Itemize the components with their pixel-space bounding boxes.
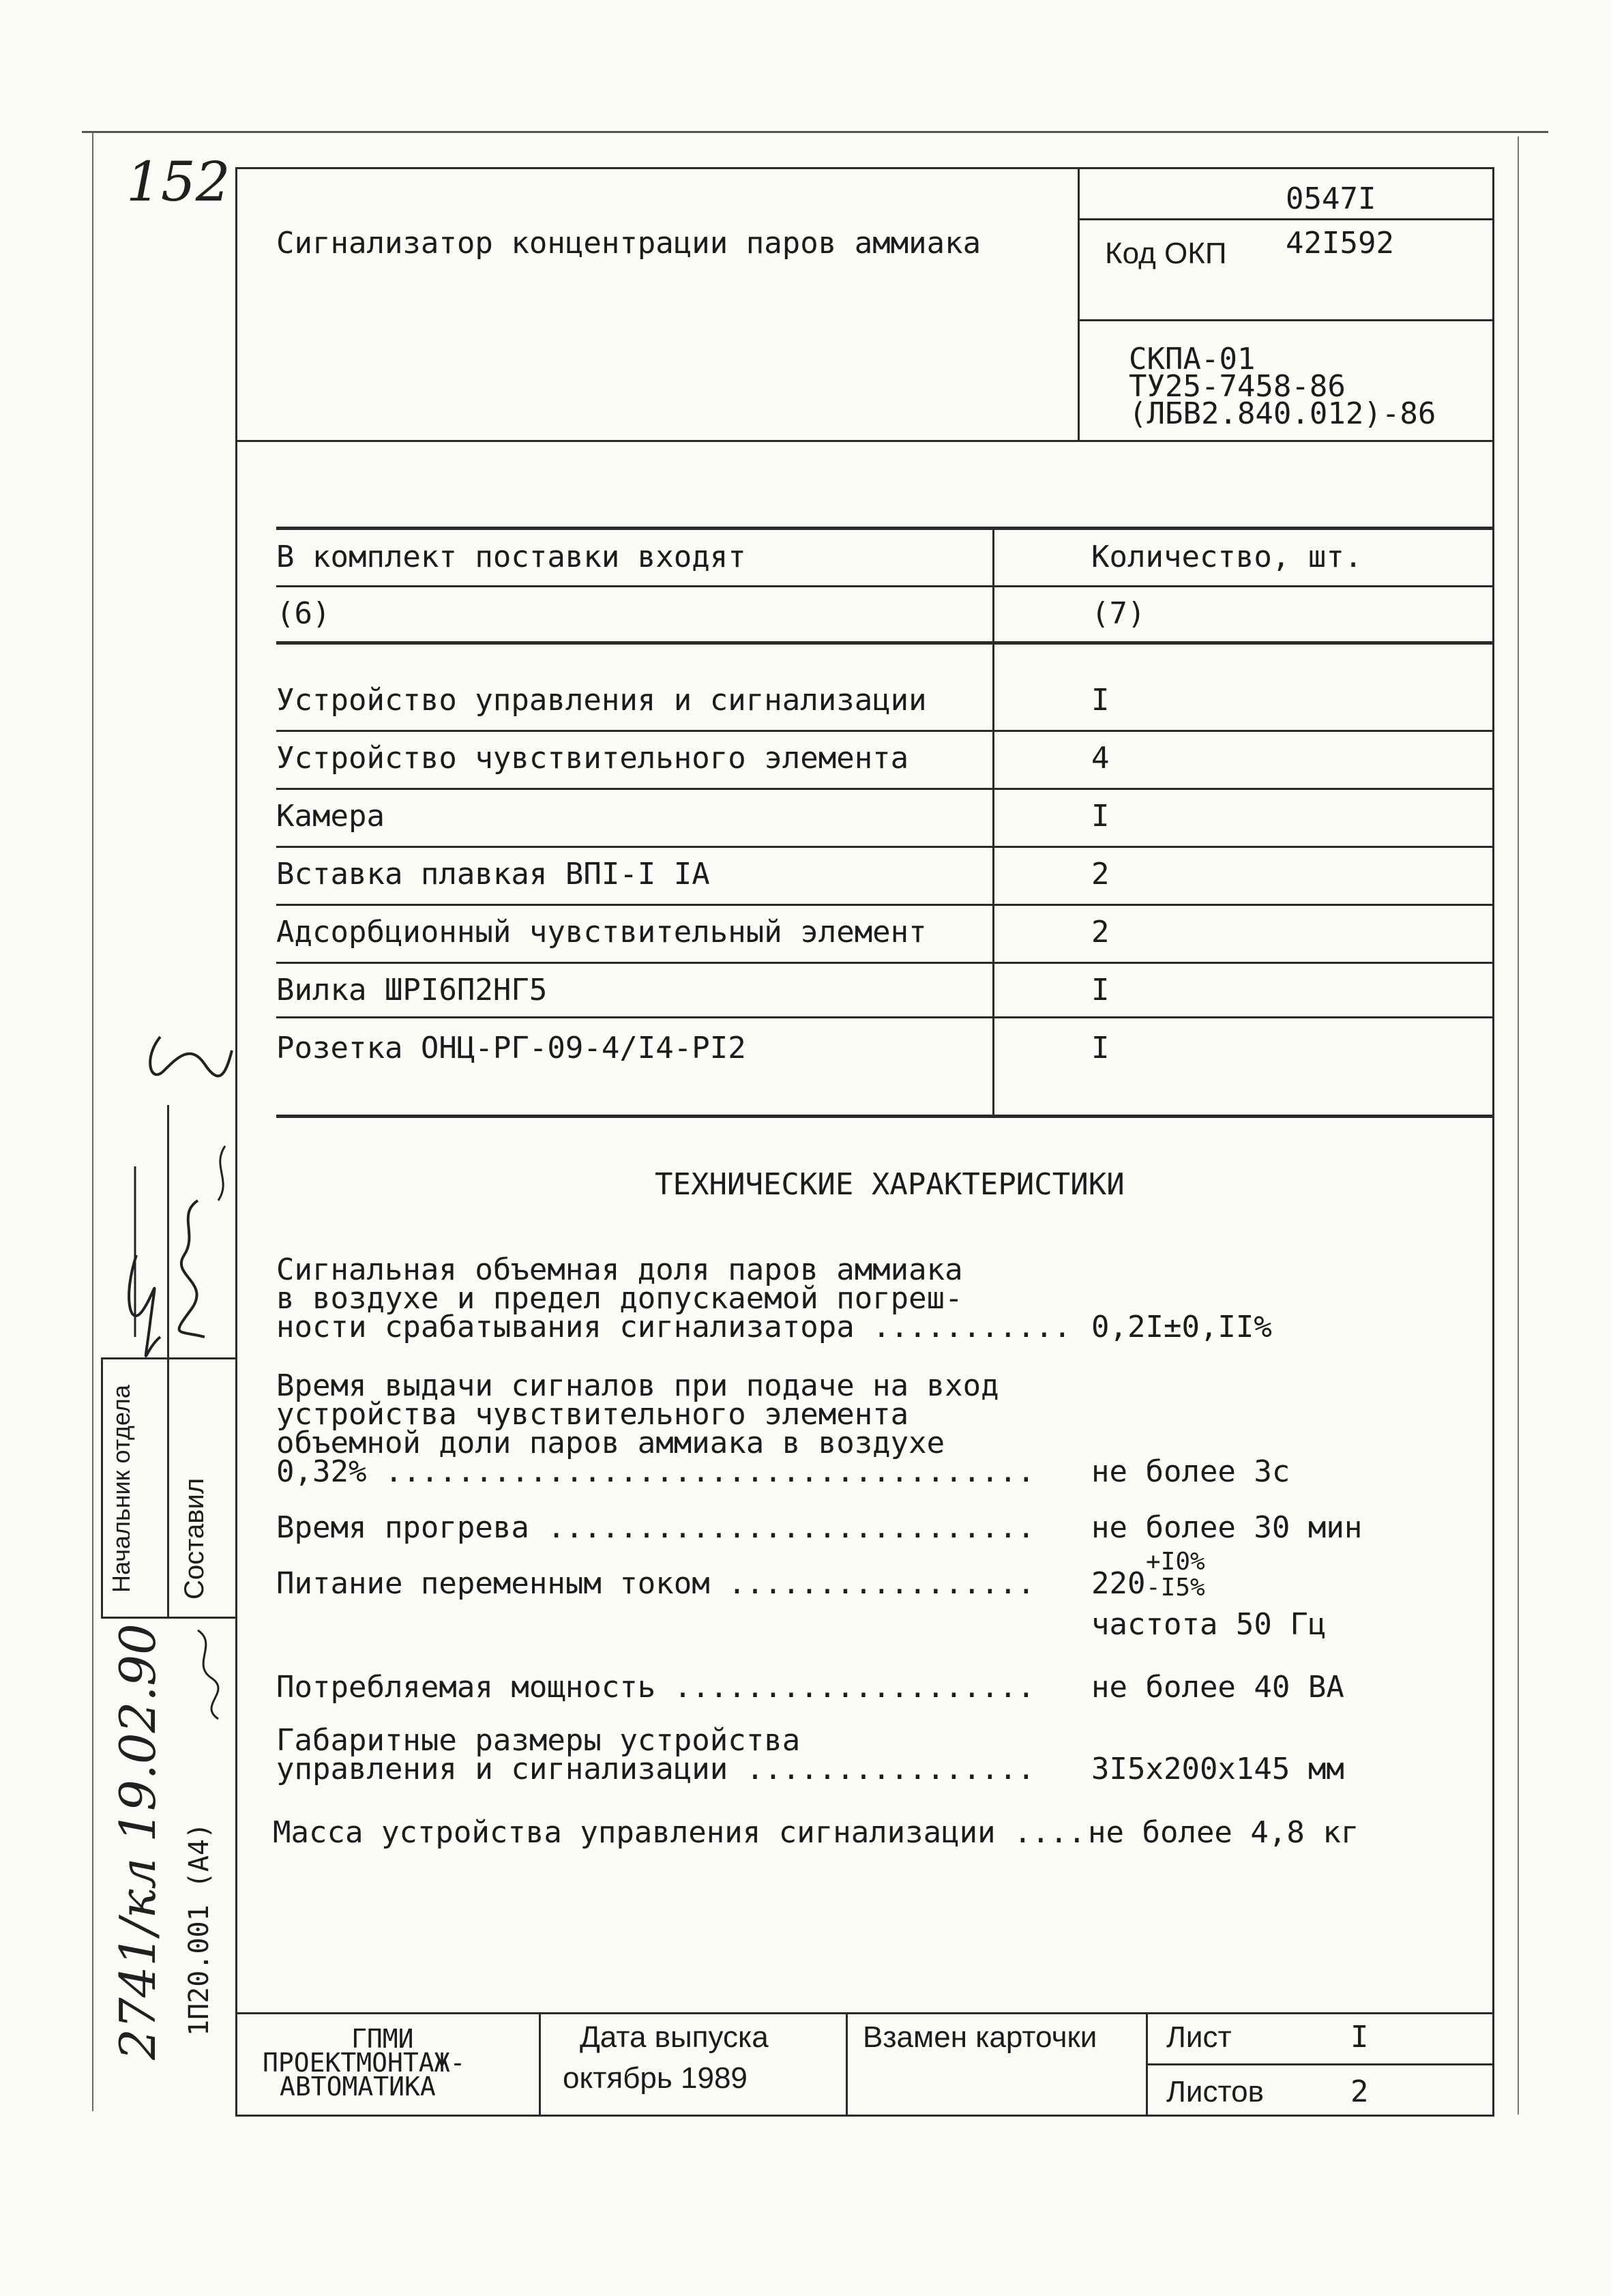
table-row-item: Розетка ОНЦ-РГ-09-4/I4-PI2 [276,1031,746,1065]
table-header-qty: Количество, шт. [1091,540,1363,574]
table-top-rule [276,527,1492,530]
table-row-qty: 4 [1091,741,1110,776]
spec-threshold-line3: ности срабатывания сигнализатора ........... [276,1310,1071,1344]
sheet-label: Лист [1166,2020,1232,2054]
table-row-rule [276,788,1492,790]
table-row-qty: 2 [1091,915,1110,950]
card-bottom-border [235,2115,1494,2117]
spec-dimensions-line2: управления и сигнализации ................ [276,1752,1035,1786]
page-number: 152 [126,150,231,214]
table-row-item: Вставка плавкая ВПI-I IA [276,857,710,892]
header-bottom-border [235,440,1494,442]
spec-consumption-value: не более 40 ВА [1091,1670,1344,1705]
table-row-rule [276,962,1492,964]
spec-response-line2: устройства чувствительного элемента [276,1397,909,1432]
okp-code: 42I592 [1286,226,1394,261]
release-label: Дата выпуска [580,2020,769,2054]
org-line3: АВТОМАТИКА [280,2072,436,2102]
table-column-divider [992,527,994,1115]
spec-power-supply-minus: -I5% [1146,1574,1205,1602]
spec-threshold-line1: Сигнальная объемная доля паров аммиака [276,1252,963,1287]
page-top-edge [82,131,1548,133]
header-code-line [1078,218,1492,220]
stamp-initials [184,1623,232,1733]
spec-power-supply-frequency: частота 50 Гц [1091,1607,1327,1642]
specs-title: ТЕХНИЧЕСКИЕ ХАРАКТЕРИСТИКИ [655,1167,1125,1202]
table-row-qty: I [1091,973,1110,1007]
card-title: Сигнализатор концентрации паров аммиака [276,226,981,261]
card-right-border [1492,167,1494,2117]
table-row-rule [276,846,1492,848]
table-row-qty: I [1091,1031,1110,1065]
spec-power-supply-plus: +I0% [1146,1548,1205,1576]
spec-consumption-line: Потребляемая мощность .................... [276,1670,1035,1705]
page-left-edge [92,133,93,2111]
strip-bottom-line [101,1617,237,1619]
table-index-items: (6) [276,596,331,631]
spec-dimensions-line1: Габаритные размеры устройства [276,1723,801,1758]
model-name: СКПА-01 [1129,342,1256,377]
table-row-item: Адсорбционный чувствительный элемент [276,915,927,950]
footer-divider-2 [846,2012,848,2115]
spec-mass-line: Масса устройства управления сигнализации .... [273,1815,1087,1850]
spec-power-supply-line: Питание переменным током ................. [276,1566,1035,1601]
spec-threshold-line2: в воздухе и предел допускаемой погреш- [276,1281,963,1316]
head-of-department-label: Начальник отдела [107,1385,135,1593]
table-row-item: Вилка ШРI6П2НГ5 [276,973,548,1007]
table-header-items: В комплект поставки входят [276,540,746,574]
table-row-item: Устройство чувствительного элемента [276,741,909,776]
compiled-by-label: Составил [179,1477,209,1600]
spec-warmup-value: не более 30 мин [1091,1510,1363,1545]
footer-sheet-line [1146,2063,1492,2065]
okp-label: Код ОКП [1105,237,1227,270]
table-index-qty: (7) [1091,596,1146,631]
footer-divider-1 [539,2012,541,2115]
table-row-item: Устройство управления и сигнализации [276,683,927,718]
table-row-rule [276,904,1492,906]
spec-dimensions-value: 3I5x200x145 мм [1091,1752,1344,1786]
spec-warmup-line: Время прогрева ........................... [276,1510,1035,1545]
spec-response-line4: 0,32% .................................... [276,1454,1035,1489]
header-divider [1078,167,1080,440]
card-top-border [235,167,1494,169]
table-row-qty: I [1091,683,1110,718]
signature-scribbles [95,1010,246,1432]
org-line1: ГПМИ [351,2024,414,2054]
table-row-rule [276,730,1492,732]
model-drawing: (ЛБВ2.840.012)-86 [1129,396,1436,431]
table-header-rule [276,585,1492,587]
spec-response-value: не более 3с [1091,1454,1290,1489]
table-bottom-rule [276,1115,1492,1118]
replace-label: Взамен карточки [863,2020,1097,2054]
table-row-qty: 2 [1091,857,1110,892]
model-spec: ТУ25-7458-86 [1129,369,1346,404]
header-okp-line [1078,319,1492,321]
handwritten-registration: 2741/кл 19.02.90 [109,1623,166,2060]
release-value: октябрь 1989 [563,2061,748,2095]
table-row-item: Камера [276,799,385,834]
page-right-edge [1518,136,1519,2115]
form-code: 1П20.001 (А4) [183,1822,215,2036]
org-line2: ПРОЕКТМОНТАЖ- [263,2048,466,2078]
spec-response-line1: Время выдачи сигналов при подаче на вход [276,1368,999,1403]
sheet-value: I [1350,2020,1369,2055]
table-index-rule [276,641,1492,645]
sheets-value: 2 [1350,2074,1369,2109]
table-row-rule [276,1016,1492,1018]
footer-top-line [235,2012,1494,2014]
spec-threshold-value: 0,2I±0,II% [1091,1310,1272,1344]
code-number: 0547I [1286,181,1376,216]
spec-power-supply-base: 220 [1091,1566,1146,1601]
spec-mass-value: не более 4,8 кг [1088,1815,1359,1850]
sheets-label: Листов [1166,2075,1264,2108]
table-row-qty: I [1091,799,1110,834]
spec-response-line3: объемной доли паров аммиака в воздухе [276,1426,945,1460]
